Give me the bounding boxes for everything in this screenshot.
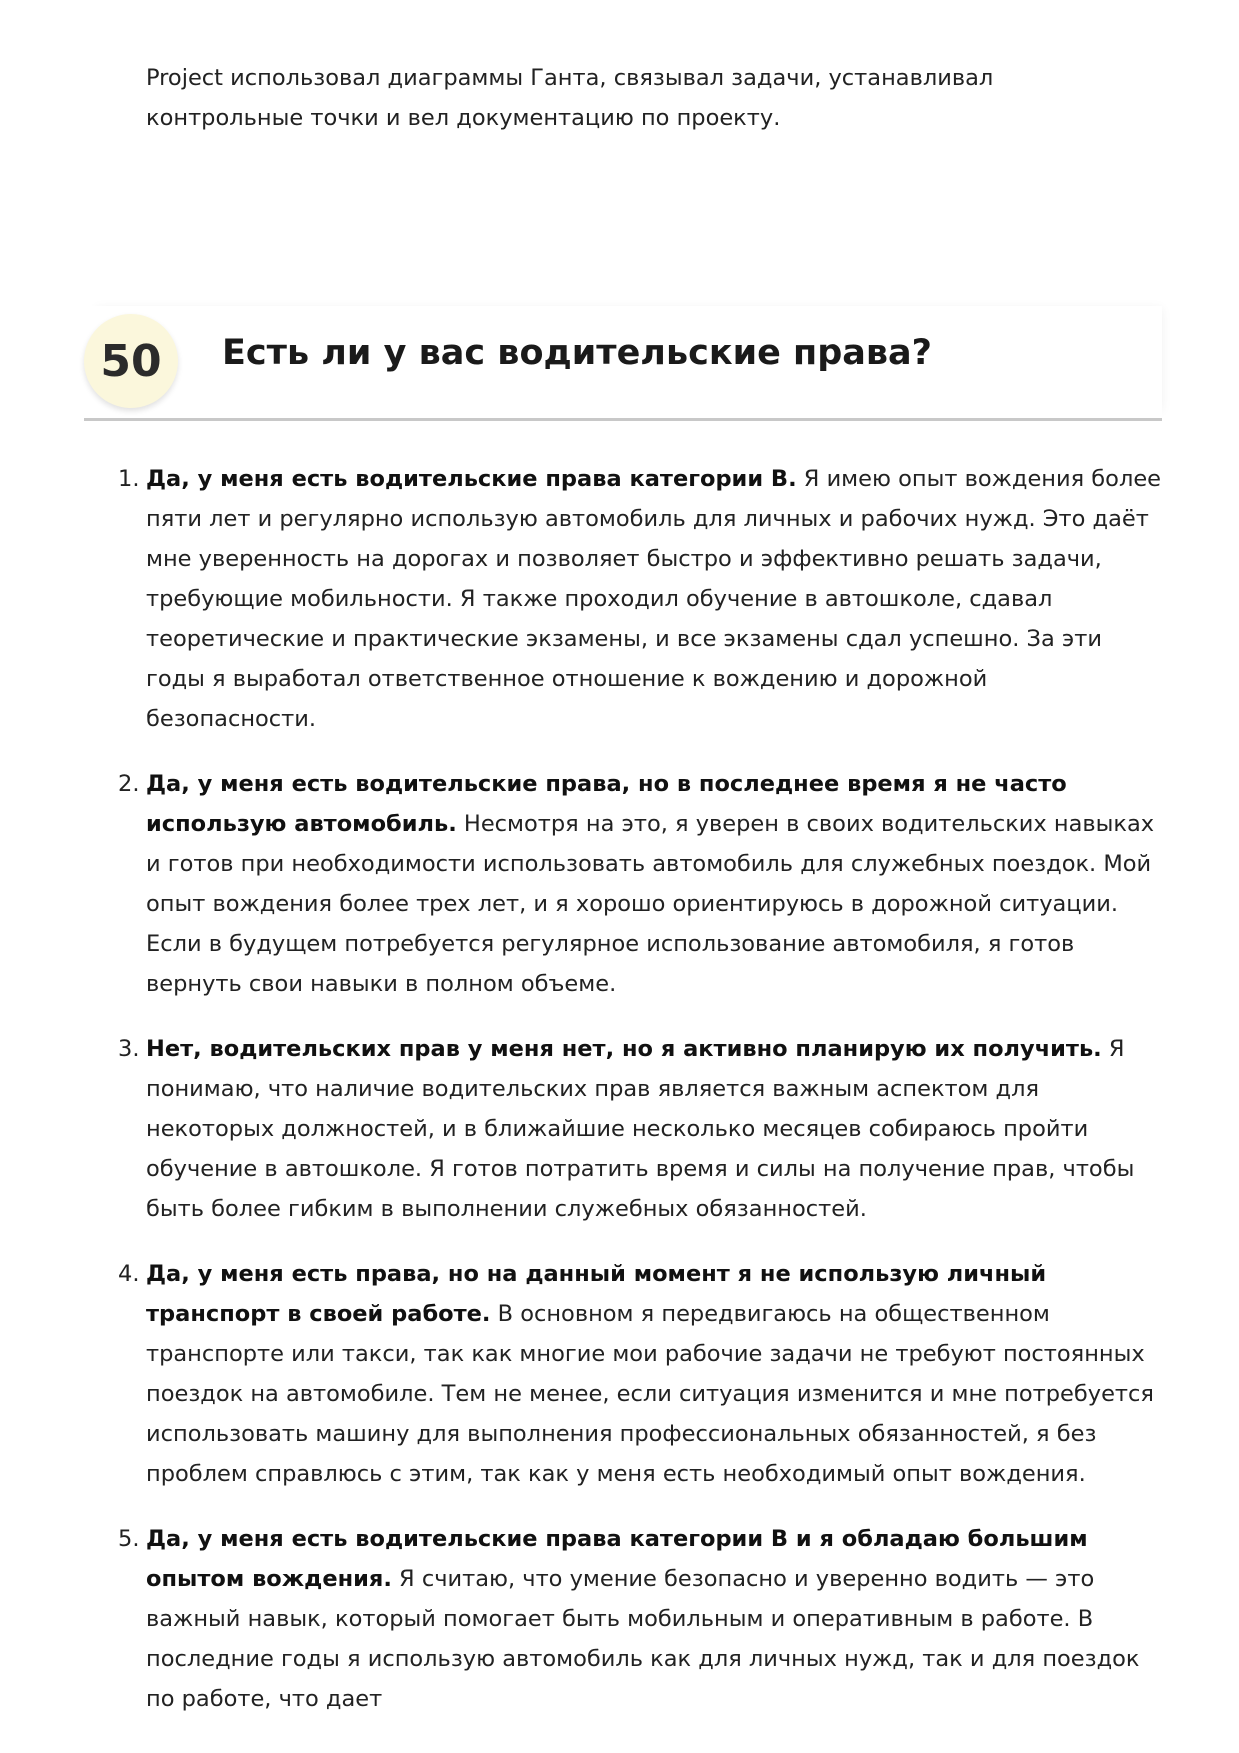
answer-lead: Да, у меня есть водительские права категории B. xyxy=(146,466,797,492)
question-header xyxy=(84,306,1162,421)
answer-item-3 xyxy=(118,1029,1164,1229)
answer-item-1 xyxy=(118,459,1164,739)
answer-item-4 xyxy=(118,1254,1164,1494)
answer-text: Несмотря на это, я уверен в своих водительских навыках и готов при необходимости использовать автомобиль для служебных поездок. Мой опыт вождения более трех лет, и я хорошо ориентируюсь в дорожной ситуации. Если в будущем потребуется регулярное использование автомобиля, я готов вернуть свои навыки в полном объеме. xyxy=(146,811,1155,997)
answer-lead: Нет, водительских прав у меня нет, но я активно планирую их получить. xyxy=(146,1036,1102,1062)
answer-number: 3. xyxy=(118,1036,140,1062)
answer-list xyxy=(118,459,1164,1744)
intro-paragraph: Project использовал диаграммы Ганта, связывал задачи, устанавливал контрольные точки и вел документацию по проекту. xyxy=(146,65,994,131)
answer-text: Я считаю, что умение безопасно и уверенно водить — это важный навык, который помогает быть мобильным и оперативным в работе. В последние годы я использую автомобиль как для личных нужд, так и для поездок по работе, что дает xyxy=(146,1566,1140,1712)
answer-item-5 xyxy=(118,1519,1164,1719)
answer-number: 2. xyxy=(118,771,140,797)
answer-lead: Да, у меня есть водительские права, но в последнее время я не часто использую автомобиль. xyxy=(146,771,1067,837)
answer-lead: Да, у меня есть права, но на данный момент я не использую личный транспорт в своей работе. xyxy=(146,1261,1047,1327)
answer-number: 1. xyxy=(118,466,140,492)
answer-number: 5. xyxy=(118,1526,140,1552)
answer-number: 4. xyxy=(118,1261,140,1287)
question-number-badge: 50 xyxy=(84,314,178,408)
answer-text: Я понимаю, что наличие водительских прав является важным аспектом для некоторых должностей, и в ближайшие несколько месяцев собираюсь пройти обучение в автошколе. Я готов потратить время и силы на получение прав, чтобы быть более гибким в выполнении служебных обязанностей. xyxy=(146,1036,1135,1222)
answer-text: В основном я передвигаюсь на общественном транспорте или такси, так как многие мои рабочие задачи не требуют постоянных поездок на автомобиле. Тем не менее, если ситуация изменится и мне потребуется использовать машину для выполнения профессиональных обязанностей, я без проблем справлюсь с этим, так как у меня есть необходимый опыт вождения. xyxy=(146,1301,1154,1487)
answer-item-2 xyxy=(118,764,1164,1004)
answer-lead: Да, у меня есть водительские права категории B и я обладаю большим опытом вождения. xyxy=(146,1526,1088,1592)
question-title: Есть ли у вас водительские права? xyxy=(222,333,932,373)
answer-text: Я имею опыт вождения более пяти лет и регулярно использую автомобиль для личных и рабочих нужд. Это даёт мне уверенность на дорогах и позволяет быстро и эффективно решать задачи, требующие мобильности. Я также проходил обучение в автошколе, сдавал теоретические и практические экзамены, и все экзамены сдал успешно. За эти годы я выработал ответственное отношение к вождению и дорожной безопасности. xyxy=(146,466,1162,732)
